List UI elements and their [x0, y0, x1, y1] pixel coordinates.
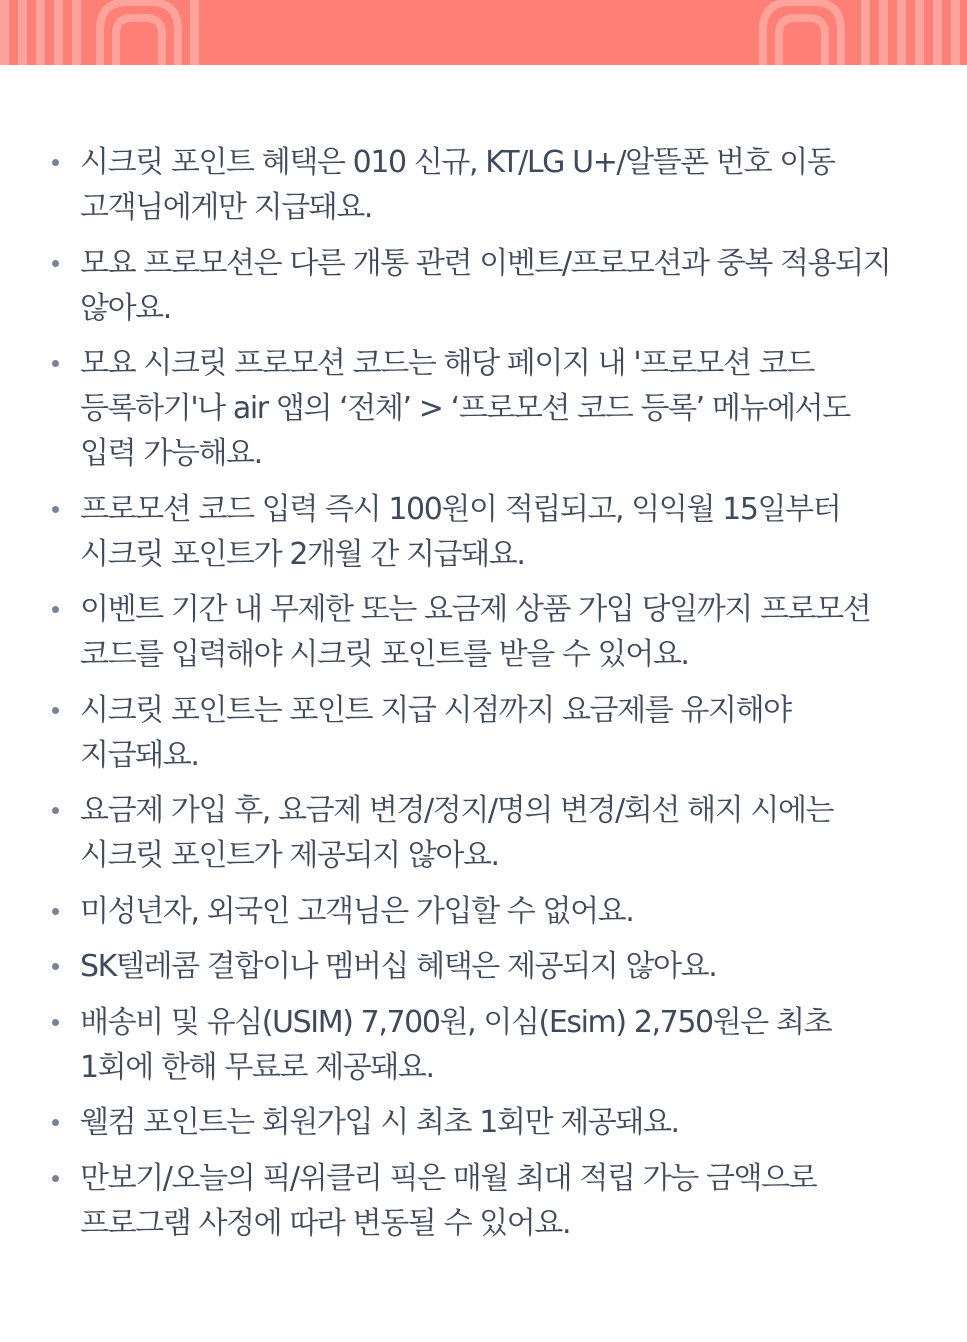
bullet-dot: [52, 360, 59, 367]
bullet-dot: [52, 1175, 59, 1182]
notice-text: 프로모션 코드 입력 즉시 100원이 적립되고, 익익월 15일부터 시크릿 포인트가 2개월 간 지급돼요.: [80, 491, 841, 572]
bullet-dot: [52, 707, 59, 714]
notice-item: [52, 1100, 912, 1145]
notice-item: [52, 1000, 912, 1090]
notice-item: [52, 341, 912, 476]
stripe-decoration-left: [0, 0, 205, 65]
notice-item: [52, 788, 912, 878]
bullet-dot: [52, 963, 59, 970]
notice-text: 모요 시크릿 프로모션 코드는 해당 페이지 내 '프로모션 코드 등록하기'나 air 앱의 ‘전체’ > ‘프로모션 코드 등록’ 메뉴에서도 입력 가능해요.: [80, 346, 850, 471]
notice-text: 만보기/오늘의 픽/위클리 픽은 매월 최대 적립 가능 금액으로 프로그램 사정에 따라 변동될 수 있어요.: [80, 1160, 817, 1241]
bullet-dot: [52, 908, 59, 915]
notice-item: [52, 1156, 912, 1246]
bullet-dot: [52, 1119, 59, 1126]
notice-text: 시크릿 포인트 혜택은 010 신규, KT/LG U+/알뜰폰 번호 이동 고객님에게만 지급돼요.: [80, 145, 835, 225]
top-banner: [0, 0, 967, 65]
notice-text: 이벤트 기간 내 무제한 또는 요금제 상품 가입 당일까지 프로모션 코드를 입력해야 시크릿 포인트를 받을 수 있어요.: [80, 592, 871, 672]
notice-text: 웰컴 포인트는 회원가입 시 최초 1회만 제공돼요.: [80, 1105, 679, 1140]
bullet-dot: [52, 1019, 59, 1026]
bullet-dot: [52, 606, 59, 613]
notice-item: [52, 944, 912, 989]
notice-item: [52, 487, 912, 577]
notice-item: [52, 241, 912, 331]
notice-text: 요금제 가입 후, 요금제 변경/정지/명의 변경/회선 해지 시에는 시크릿 포인트가 제공되지 않아요.: [80, 793, 834, 873]
bullet-dot: [52, 260, 59, 267]
bullet-dot: [52, 506, 59, 513]
notice-item: [52, 889, 912, 934]
notice-text: SK텔레콤 결합이나 멤버십 혜택은 제공되지 않아요.: [80, 949, 717, 984]
notice-text: 시크릿 포인트는 포인트 지급 시점까지 요금제를 유지해야 지급돼요.: [80, 692, 791, 773]
bullet-dot: [52, 807, 59, 814]
notice-text: 배송비 및 유심(USIM) 7,700원, 이심(Esim) 2,750원은 최초 1회에 한해 무료로 제공돼요.: [80, 1004, 832, 1085]
notice-item: [52, 587, 912, 677]
notice-list: [52, 140, 912, 1256]
notice-text: 모요 프로모션은 다른 개통 관련 이벤트/프로모션과 중복 적용되지 않아요.: [80, 245, 891, 326]
notice-item: [52, 140, 912, 230]
notice-item: [52, 688, 912, 778]
bullet-dot: [52, 159, 59, 166]
notice-text: 미성년자, 외국인 고객님은 가입할 수 없어요.: [80, 893, 634, 929]
stripe-decoration-right: [757, 0, 967, 65]
